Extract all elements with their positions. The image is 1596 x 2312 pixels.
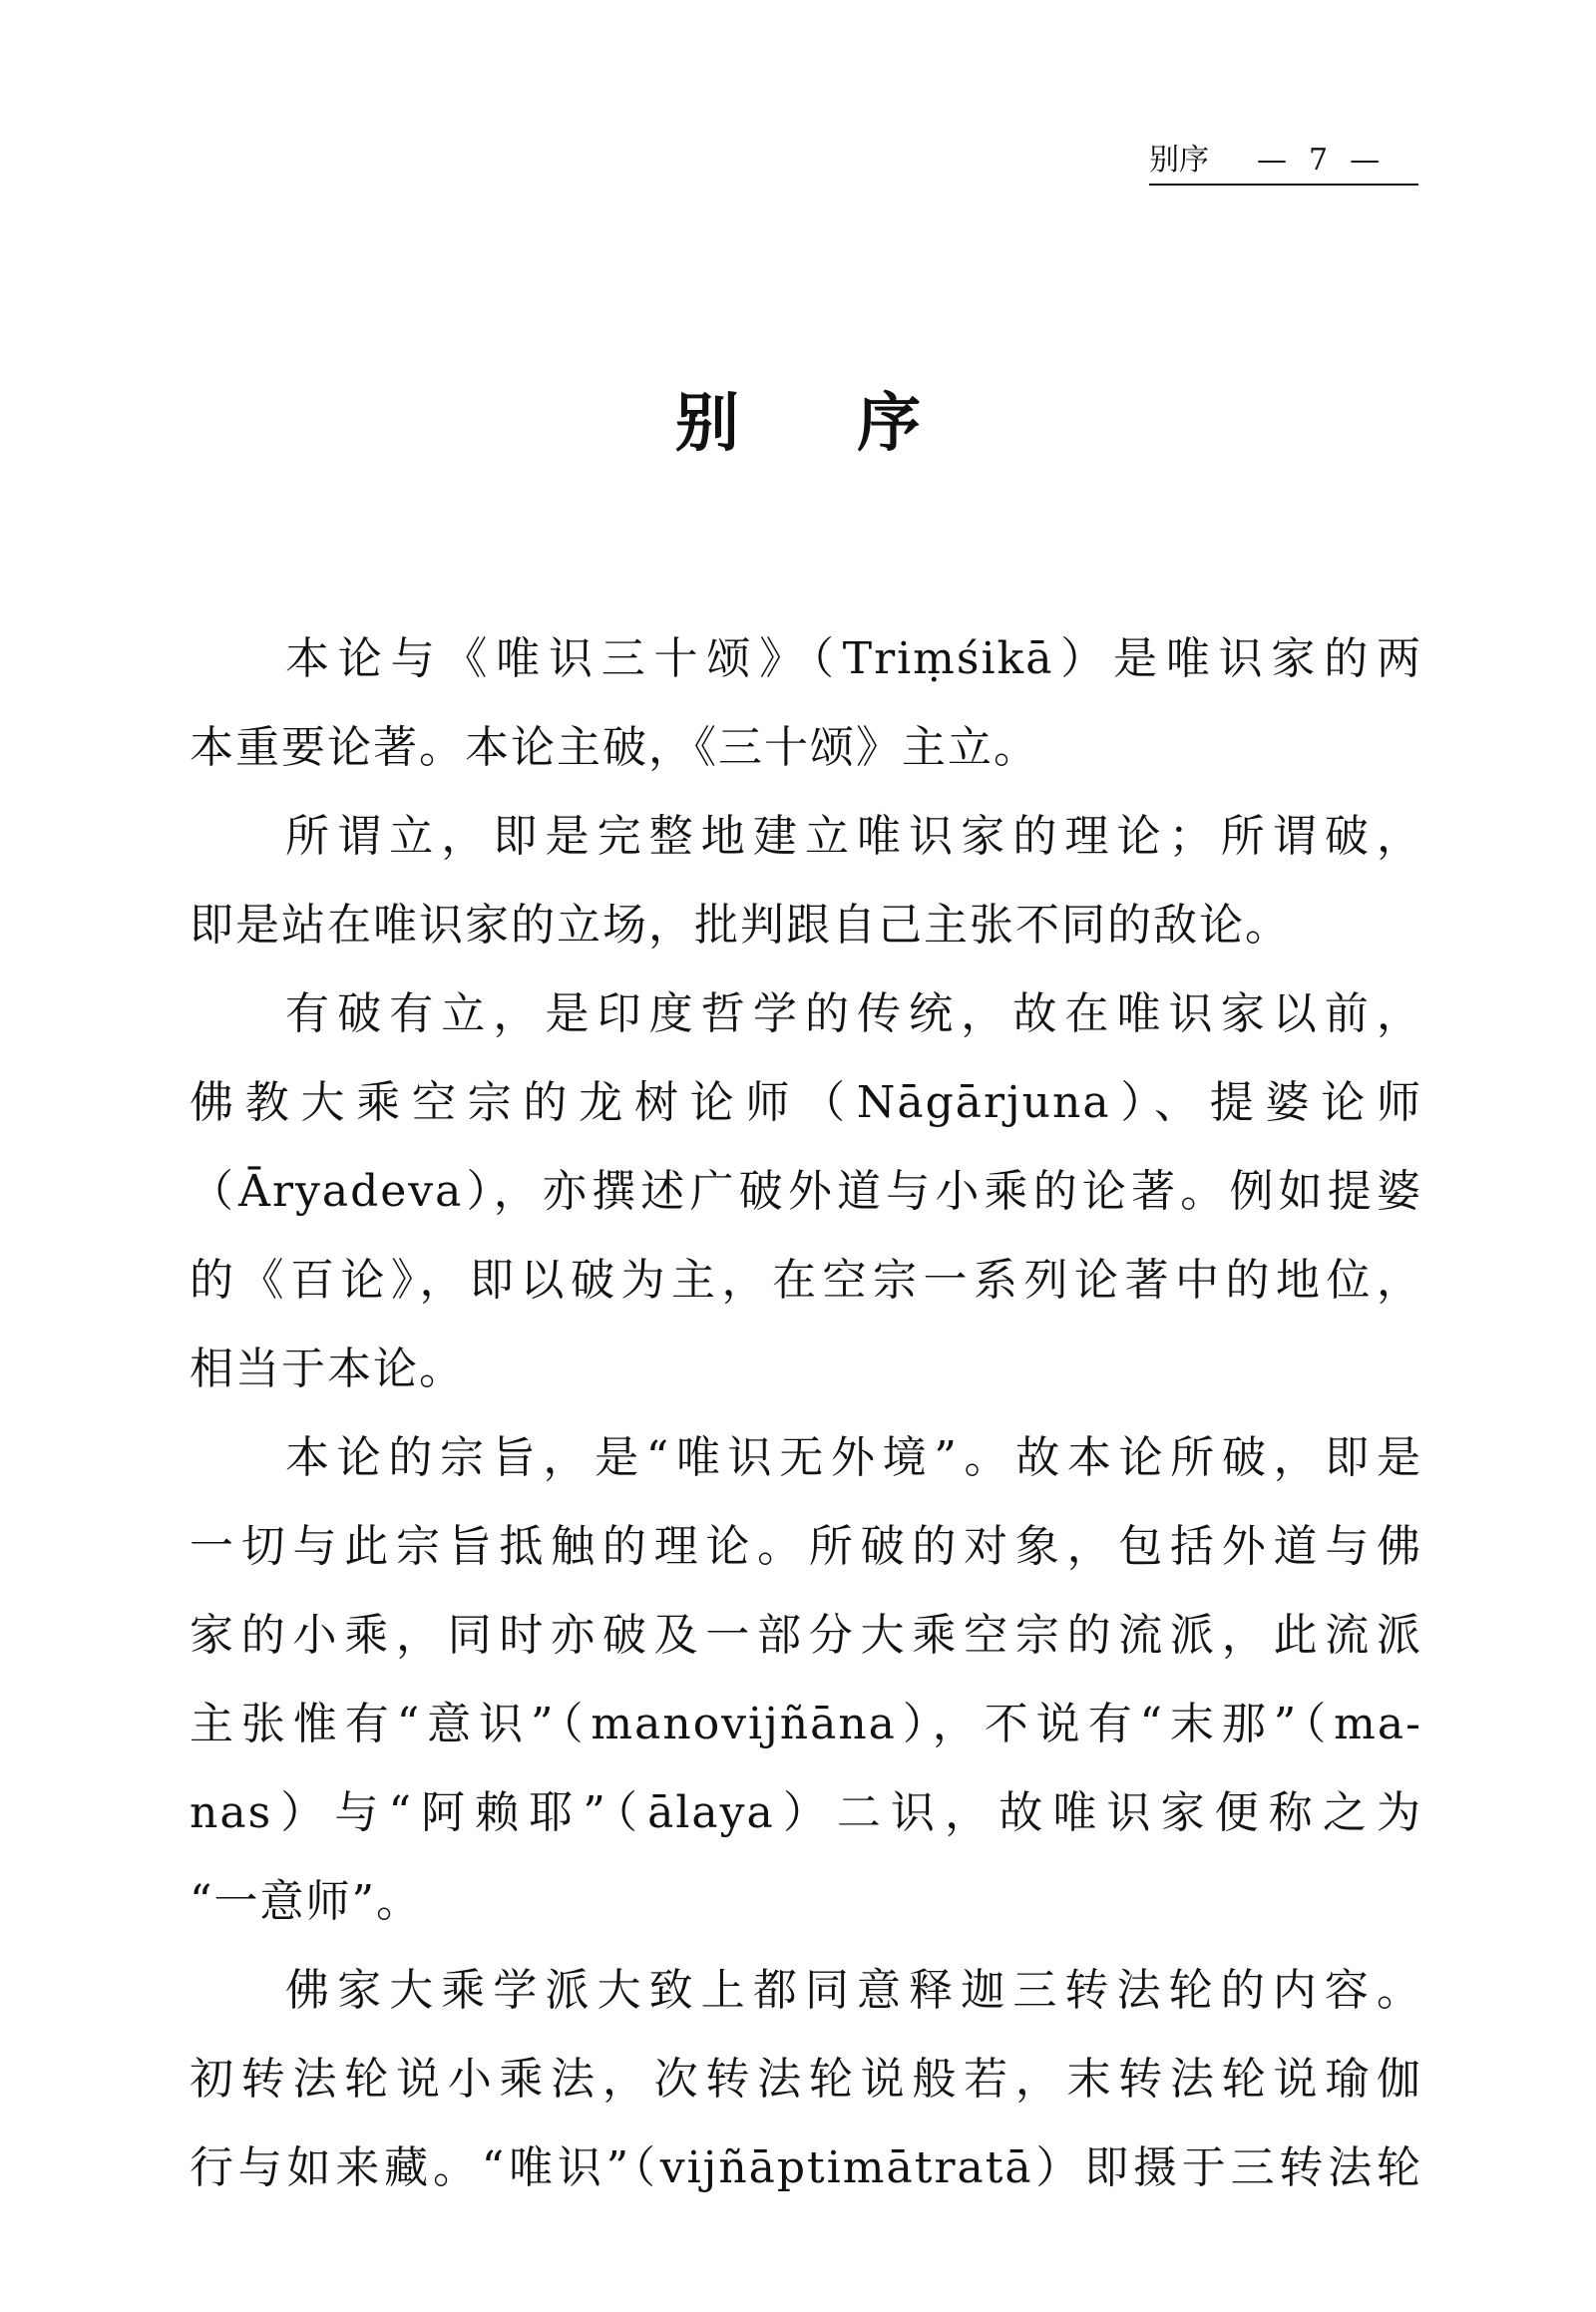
- text-line: 行与如来藏。“唯识”（vijñāptimātratā）即摄于三转法轮: [190, 2142, 1422, 2193]
- running-header: [1149, 138, 1418, 186]
- text-line: 本论的宗旨，是“唯识无外境”。故本论所破，即是: [285, 1432, 1422, 1483]
- text-line: 所谓立，即是完整地建立唯识家的理论；所谓破，: [285, 811, 1422, 862]
- text-line: （Āryadeva），亦撰述广破外道与小乘的论著。例如提婆: [190, 1166, 1422, 1217]
- text-line: 主张惟有“意识”（manovijñāna），不说有“末那”（ma-: [190, 1699, 1422, 1749]
- text-line: 佛家大乘学派大致上都同意释迦三转法轮的内容。: [285, 1965, 1422, 2016]
- running-header-dash-right: —: [1350, 143, 1381, 178]
- running-header-dash-left: —: [1257, 143, 1287, 178]
- text-line: 本论与《唯识三十颂》（Triṃśikā）是唯识家的两: [285, 633, 1422, 684]
- text-line: 的《百论》，即以破为主，在空宗一系列论著中的地位，: [190, 1255, 1422, 1306]
- text-line: 有破有立，是印度哲学的传统，故在唯识家以前，: [285, 988, 1422, 1039]
- text-line: nas）与“阿赖耶”（ālaya）二识，故唯识家便称之为: [190, 1787, 1422, 1838]
- text-line: 佛教大乘空宗的龙树论师（Nāgārjuna）、提婆论师: [190, 1077, 1422, 1128]
- text-line: 即是站在唯识家的立场，批判跟自己主张不同的敌论。: [190, 900, 1291, 951]
- text-line: 相当于本论。: [190, 1344, 465, 1394]
- page-number: 7: [1309, 143, 1329, 178]
- text-line: 一切与此宗旨抵触的理论。所破的对象，包括外道与佛: [190, 1521, 1422, 1572]
- text-line: “一意师”。: [190, 1876, 422, 1927]
- text-line: 初转法轮说小乘法，次转法轮说般若，末转法轮说瑜伽: [190, 2054, 1422, 2105]
- text-line: 家的小乘，同时亦破及一部分大乘空宗的流派，此流派: [190, 1610, 1422, 1661]
- running-header-section: 别序: [1149, 143, 1209, 178]
- body-text: [190, 614, 1422, 2212]
- chapter-title: 别 序: [674, 386, 970, 461]
- text-line: 本重要论著。本论主破，《三十颂》主立。: [190, 722, 1039, 773]
